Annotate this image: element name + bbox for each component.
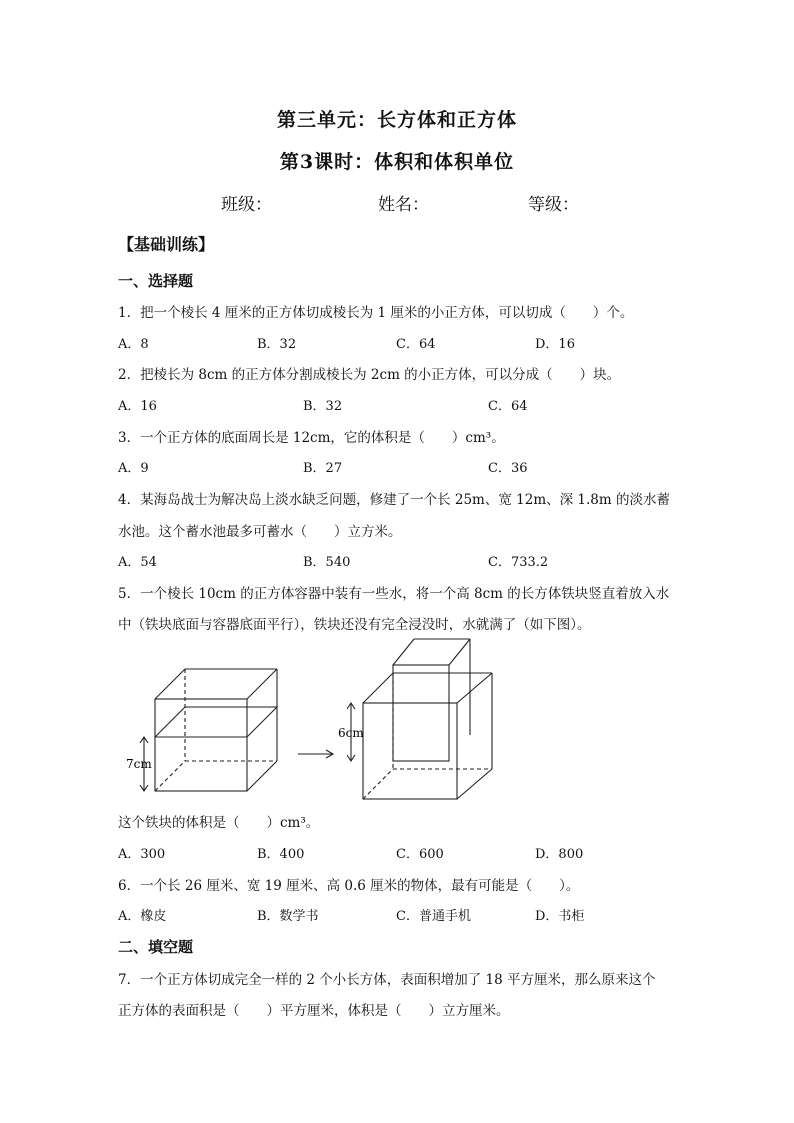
q2-option-c: C．64 (488, 399, 528, 414)
question-2: 2．把棱长为 8cm 的正方体分割成棱长为 2cm 的小正方体，可以分成（ ）块。 (118, 367, 621, 383)
question-1: 1．把一个棱长 4 厘米的正方体切成棱长为 1 厘米的小正方体，可以切成（ ）个。 (118, 305, 634, 321)
q3-option-b: B．27 (303, 461, 343, 476)
lesson-subtitle: 第3课时：体积和体积单位 (279, 151, 515, 173)
q6-option-b: B．数学书 (257, 909, 319, 924)
q5-option-a: A．300 (118, 847, 166, 862)
q1-option-c: C．64 (396, 337, 436, 352)
iron-block-front (393, 665, 449, 761)
q6-option-a: A．橡皮 (118, 909, 167, 924)
q4-option-c: C．733.2 (488, 555, 549, 570)
right-height-label: 6cm (338, 726, 364, 740)
q4-option-a: A．54 (118, 555, 157, 570)
q5-option-b: B．400 (257, 847, 305, 862)
q6-option-d: D．书柜 (535, 909, 585, 924)
question-4-line-1: 4．某海岛战士为解决岛上淡水缺乏问题，修建了一个长 25m、宽 12m、深 1.8m 的淡水蓄 (118, 492, 670, 508)
grade-label: 等级： (528, 195, 579, 215)
question-5-line-1: 5．一个棱长 10cm 的正方体容器中装有一些水，将一个高 8cm 的长方体铁块竖直着放入水 (118, 586, 670, 602)
question-3: 3．一个正方体的底面周长是 12cm，它的体积是（ ）cm³。 (118, 430, 505, 446)
question-6: 6．一个长 26 厘米、宽 19 厘米、高 0.6 厘米的物体，最有可能是（ ）。 (118, 878, 580, 894)
page-title: 第三单元：长方体和正方体 (276, 109, 517, 131)
question-7-line-2: 正方体的表面积是（ ）平方厘米，体积是（ ）立方厘米。 (118, 1003, 510, 1019)
right-cube-front-face (363, 703, 457, 799)
basic-training-heading: 【基础训练】 (118, 235, 215, 254)
fill-section-heading: 二、填空题 (118, 938, 194, 956)
q4-option-b: B．540 (303, 555, 351, 570)
question-5-prompt: 这个铁块的体积是（ ）cm³。 (118, 815, 320, 831)
question-7-line-1: 7．一个正方体切成完全一样的 2 个小长方体，表面积增加了 18 平方厘米，那么原来这个 (118, 972, 656, 988)
left-height-label: 7cm (126, 757, 152, 771)
class-label: 班级： (221, 195, 272, 215)
q2-option-b: B．32 (303, 399, 343, 414)
choice-section-heading: 一、选择题 (118, 272, 194, 290)
cube-container-figure (118, 635, 508, 810)
question-5-line-2: 中（铁块底面与容器底面平行），铁块还没有完全浸没时，水就满了（如下图）。 (118, 617, 591, 633)
q5-option-c: C．600 (396, 847, 444, 862)
q1-option-a: A．8 (118, 337, 149, 352)
q2-option-a: A．16 (118, 399, 157, 414)
q3-option-a: A．9 (118, 461, 149, 476)
q1-option-b: B．32 (257, 337, 297, 352)
left-cube-front-face (155, 699, 247, 791)
q1-option-d: D．16 (535, 337, 575, 352)
q6-option-c: C．普通手机 (396, 909, 471, 924)
q3-option-c: C．36 (488, 461, 528, 476)
name-label: 姓名： (378, 195, 429, 215)
question-4-line-2: 水池。这个蓄水池最多可蓄水（ ）立方米。 (118, 524, 402, 540)
q5-option-d: D．800 (535, 847, 584, 862)
